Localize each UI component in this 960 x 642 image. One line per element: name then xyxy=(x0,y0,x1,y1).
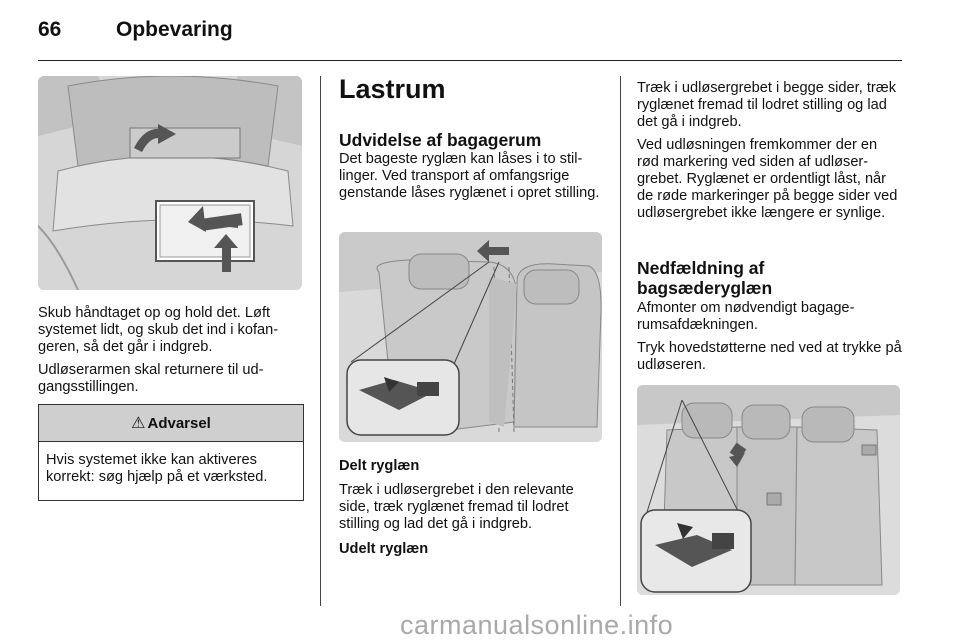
fold-down-heading-line1: Nedfældning af xyxy=(637,258,765,278)
column3-text-block xyxy=(637,80,903,228)
split-seatback-heading: Delt ryglæn xyxy=(339,458,420,474)
warning-header xyxy=(39,405,303,442)
press-headrest-text: Tryk hovedstøtterne ned ved at trykke på udløseren. xyxy=(637,340,902,373)
caption-block xyxy=(38,305,304,402)
subsection-title: Udvidelse af bagagerum xyxy=(339,130,542,150)
split-seatback-illustration xyxy=(339,232,602,442)
page-number: 66 xyxy=(38,18,62,41)
remove-cover-text: Afmonter om nødvendigt bagagerumsafdækningen. xyxy=(637,300,855,333)
watermark: carmanualsonline.info xyxy=(400,610,674,640)
headrest-illustration xyxy=(637,385,900,595)
warning-icon: ⚠ xyxy=(131,415,146,432)
caption-lever-return: Udløserarmen skal returnere til udgangsstillingen. xyxy=(38,362,264,395)
caption-push-handle: Skub håndtaget op og hold det. Løft systemet lidt, og skub det ind i kofangeren, så det går i indgreb. xyxy=(38,305,279,355)
warning-title: Advarsel xyxy=(147,414,211,432)
warning-text: Hvis systemet ikke kan aktiveres korrekt: søg hjælp på et værksted. xyxy=(46,452,268,485)
section-title: Lastrum xyxy=(339,74,446,104)
column-divider-left xyxy=(320,76,321,606)
split-seatback-text: Træk i udløsergrebet i den relevante side, træk ryglænet fremad til lodret stilling og lad det gå i indgreb. xyxy=(339,482,574,532)
header-rule xyxy=(38,60,902,61)
intro-text: Det bageste ryglæn kan låses i to stillinger. Ved transport af omfangsrige genstande låses ryglænet i opret stilling. xyxy=(339,151,600,201)
warning-box xyxy=(38,404,304,501)
column-divider-right xyxy=(620,76,621,606)
chapter-title: Opbevaring xyxy=(116,18,233,41)
fold-down-heading-line2: bagsæderyglæn xyxy=(637,278,773,298)
red-marking-text: Ved udløsningen fremkommer der en rød markering ved siden af udløsergrebet. Ryglænet er ordentligt låst, når de røde markeringer på begge sider ved udløsergrebet ikke længere er synlige. xyxy=(637,137,898,221)
undivided-seatback-heading: Udelt ryglæn xyxy=(339,541,429,557)
undivided-instructions: Træk i udløsergrebet i begge sider, træk ryglænet fremad til lodret stilling og lad det gå i indgreb. xyxy=(637,80,897,130)
column3-fold-text xyxy=(637,300,903,380)
fold-down-heading xyxy=(637,258,903,298)
towbar-illustration xyxy=(38,76,302,290)
